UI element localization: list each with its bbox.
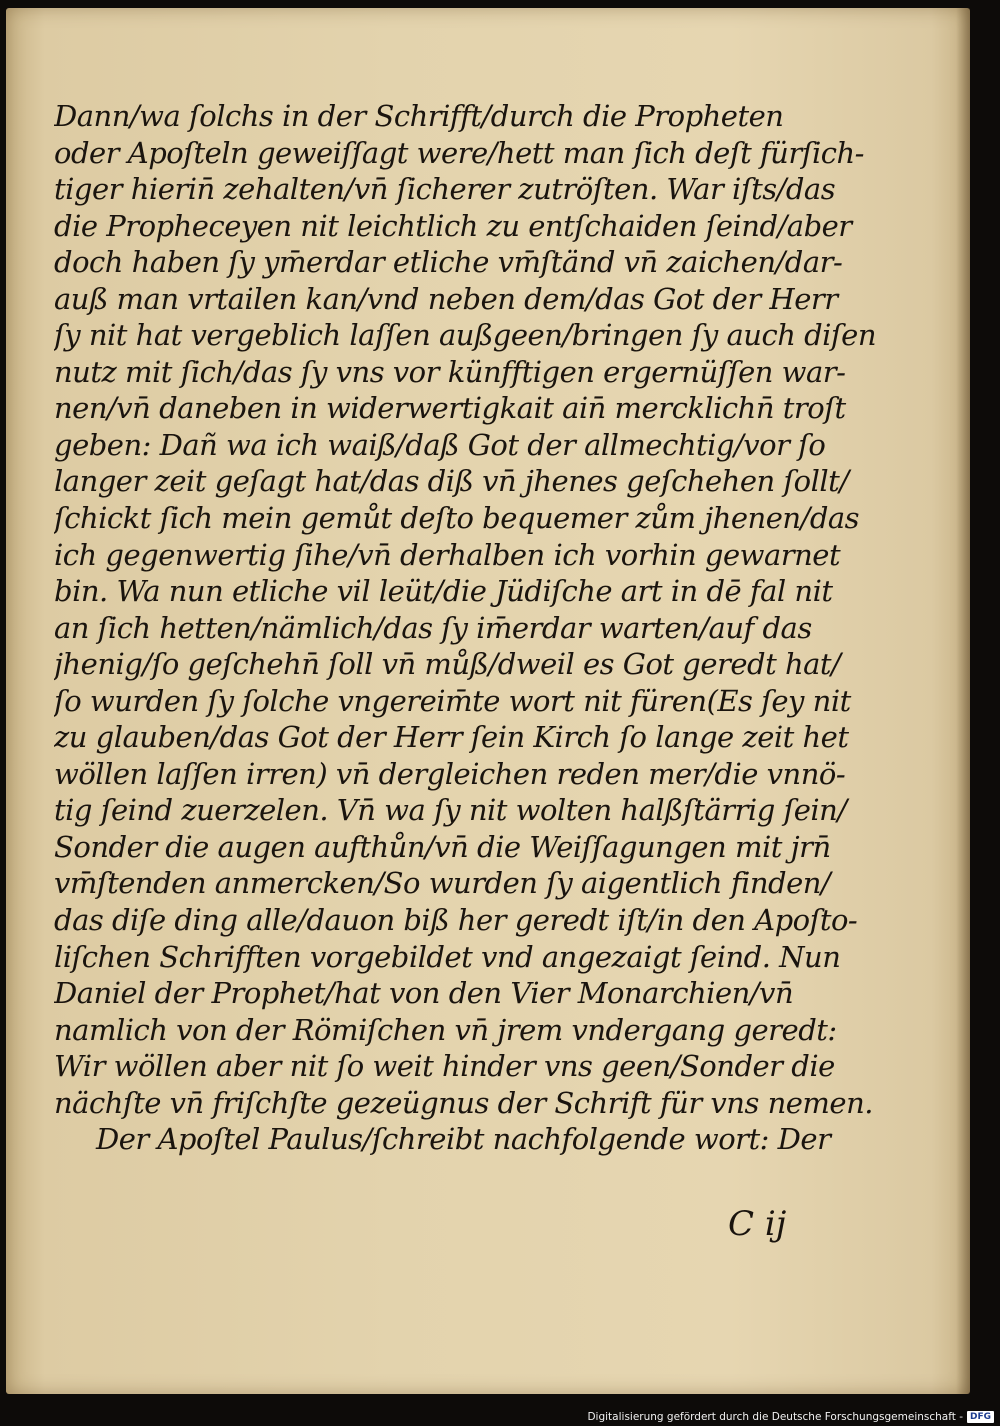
text-line: Der Apoſtel Paulus/ſchreibt nachfolgende wort: Der xyxy=(96,1122,831,1157)
credit-text: Digitalisierung gefördert durch die Deutsche Forschungsgemeinschaft - xyxy=(587,1411,963,1423)
text-line: auß man vrtailen kan/vnd neben dem/das Got der Herr xyxy=(54,281,838,316)
text-line: Sonder die augen aufthůn/vn̄ die Weiſſagungen mit jrn̄ xyxy=(54,829,831,864)
text-line: tiger hierin̄ zehalten/vn̄ ſicherer zutröſten. War iſts/das xyxy=(54,172,836,207)
text-line: tig ſeind zuerzelen. Vn̄ wa ſy nit wolten halßſtärrig ſein/ xyxy=(54,793,847,828)
text-line: ſy nit hat vergeblich laſſen außgeen/bringen ſy auch diſen xyxy=(54,318,876,353)
text-line: namlich von der Römiſchen vn̄ jrem vndergang geredt: xyxy=(54,1012,837,1047)
text-line: nächſte vn̄ friſchſte gezeügnus der Schrift für vns nemen. xyxy=(54,1085,873,1120)
text-line: jhenig/ſo geſchehn̄ ſoll vn̄ můß/dweil es Got geredt hat/ xyxy=(54,647,841,682)
signature-mark: C ij xyxy=(728,1204,787,1244)
text-line: an ſich hetten/nämlich/das ſy im̄erdar warten/auf das xyxy=(54,610,812,645)
text-line: zu glauben/das Got der Herr ſein Kirch ſo lange zeit het xyxy=(54,720,849,755)
text-line: geben: Dañ wa ich waiß/daß Got der allmechtig/vor ſo xyxy=(54,427,826,462)
text-line: doch haben ſy ym̄erdar etliche vm̄ſtänd vn̄ zaichen/dar- xyxy=(54,245,843,280)
text-line: Dann/wa ſolchs in der Schrifft/durch die Propheten xyxy=(54,99,784,133)
text-line: oder Apoſteln geweiſſagt were/hett man ſich deſt fürſich- xyxy=(54,135,864,170)
text-line: wöllen laſſen irren) vn̄ dergleichen reden mer/die vnnö- xyxy=(54,756,846,791)
text-line: nen/vn̄ daneben in widerwertigkait ain̄ mercklichn̄ troſt xyxy=(54,391,846,426)
text-line: das diſe ding alle/dauon biß her geredt iſt/in den Apoſto- xyxy=(54,903,858,938)
dfg-logo: DFG xyxy=(967,1411,994,1423)
page-text xyxy=(54,98,876,1158)
text-line: ſchickt ſich mein gemůt deſto bequemer zům jhenen/das xyxy=(54,501,860,536)
text-line: die Propheceyen nit leichtlich zu entſchaiden ſeind/aber xyxy=(54,208,852,243)
text-line: ich gegenwertig ſihe/vn̄ derhalben ich vorhin gewarnet xyxy=(54,537,841,572)
text-line: bin. Wa nun etliche vil leüt/die Jüdiſche art in dē fal nit xyxy=(54,574,833,609)
text-line: liſchen Schrifften vorgebildet vnd angezaigt ſeind. Nun xyxy=(54,939,841,974)
text-line: ſo wurden ſy ſolche vngereim̄te wort nit füren(Es ſey nit xyxy=(54,683,851,718)
text-line: vm̄ſtenden anmercken/So wurden ſy aigentlich finden/ xyxy=(54,866,831,901)
text-line: Daniel der Prophet/hat von den Vier Monarchien/vn̄ xyxy=(54,976,794,1011)
book-page xyxy=(6,8,970,1394)
text-line: Wir wöllen aber nit ſo weit hinder vns geen/Sonder die xyxy=(54,1049,835,1084)
text-line: langer zeit geſagt hat/das diß vn̄ jhenes geſchehen ſollt/ xyxy=(54,464,849,499)
digitization-credit xyxy=(587,1411,994,1423)
text-line: nutz mit ſich/das ſy vns vor künfftigen ergernüſſen war- xyxy=(54,354,846,389)
